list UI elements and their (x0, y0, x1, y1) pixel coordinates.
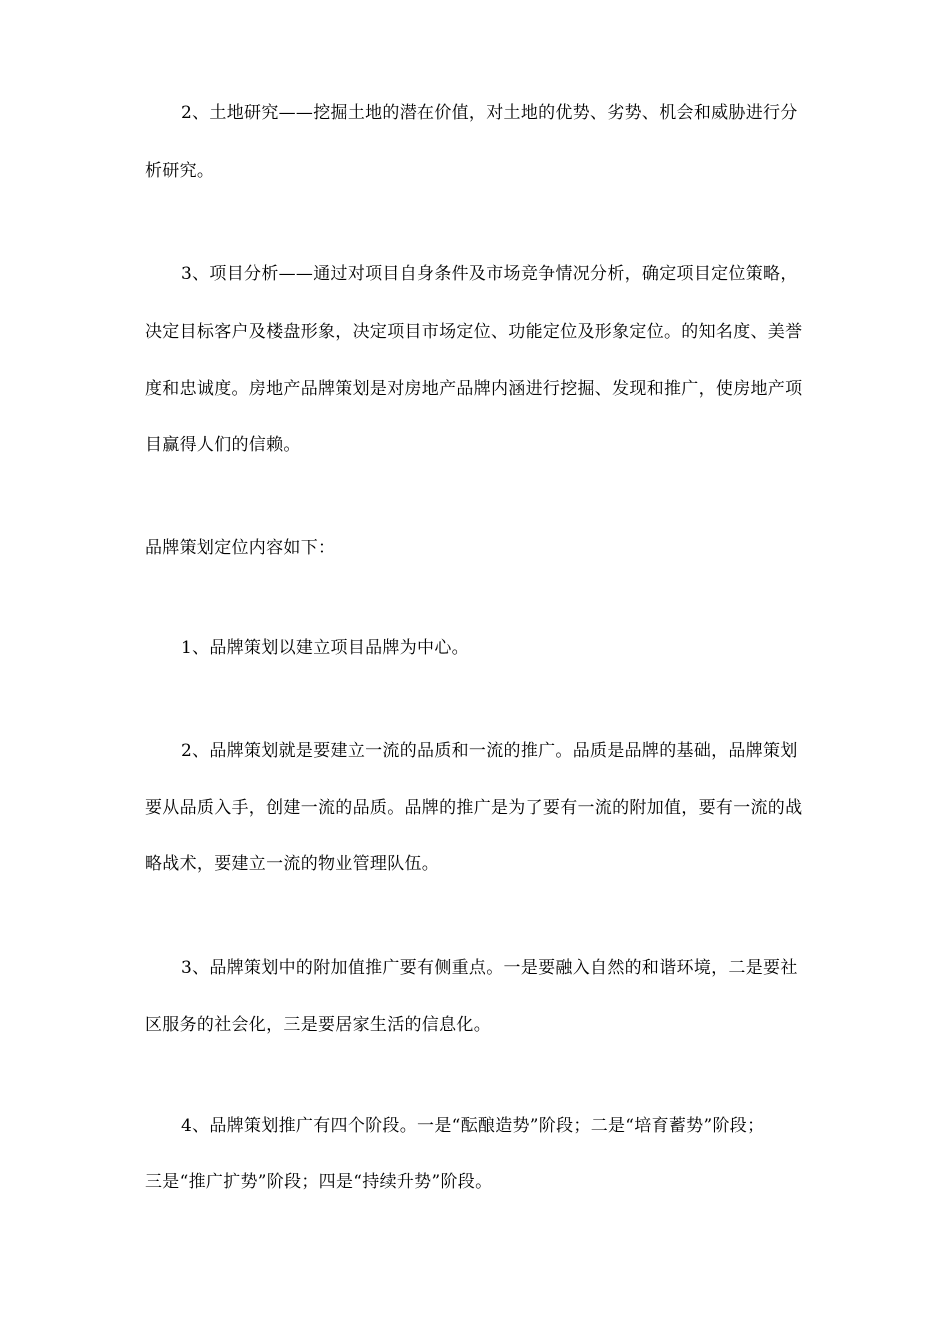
item-2-line-1: 2、品牌策划就是要建立一流的品质和一流的推广。品质是品牌的基础，品牌策划 (181, 741, 798, 761)
paragraph-land-research-line-1: 2、土地研究——挖掘土地的潜在价值，对土地的优势、劣势、机会和威胁进行分 (181, 103, 798, 123)
item-3-line-1: 3、品牌策划中的附加值推广要有侧重点。一是要融入自然的和谐环境，二是要社 (181, 958, 798, 978)
item-4-line-2: 三是“推广扩势”阶段；四是“持续升势”阶段。 (145, 1172, 493, 1192)
paragraph-project-analysis-line-3: 度和忠诚度。房地产品牌策划是对房地产品牌内涵进行挖掘、发现和推广，使房地产项 (145, 379, 803, 399)
item-2-line-3: 略战术，要建立一流的物业管理队伍。 (145, 854, 440, 874)
item-1-line-1: 1、品牌策划以建立项目品牌为中心。 (181, 638, 469, 658)
item-3-line-2: 区服务的社会化，三是要居家生活的信息化。 (145, 1015, 491, 1035)
item-2-line-2: 要从品质入手，创建一流的品质。品牌的推广是为了要有一流的附加值，要有一流的战 (145, 798, 803, 818)
paragraph-project-analysis-line-2: 决定目标客户及楼盘形象，决定项目市场定位、功能定位及形象定位。的知名度、美誉 (145, 322, 803, 342)
paragraph-land-research-line-2: 析研究。 (145, 161, 215, 181)
positioning-heading: 品牌策划定位内容如下： (145, 538, 336, 558)
paragraph-project-analysis-line-1: 3、项目分析——通过对项目自身条件及市场竞争情况分析，确定项目定位策略， (181, 264, 798, 284)
item-4-line-1: 4、品牌策划推广有四个阶段。一是“酝酿造势”阶段；二是“培育蓄势”阶段； (181, 1116, 765, 1136)
paragraph-project-analysis-line-4: 目赢得人们的信赖。 (145, 435, 301, 455)
